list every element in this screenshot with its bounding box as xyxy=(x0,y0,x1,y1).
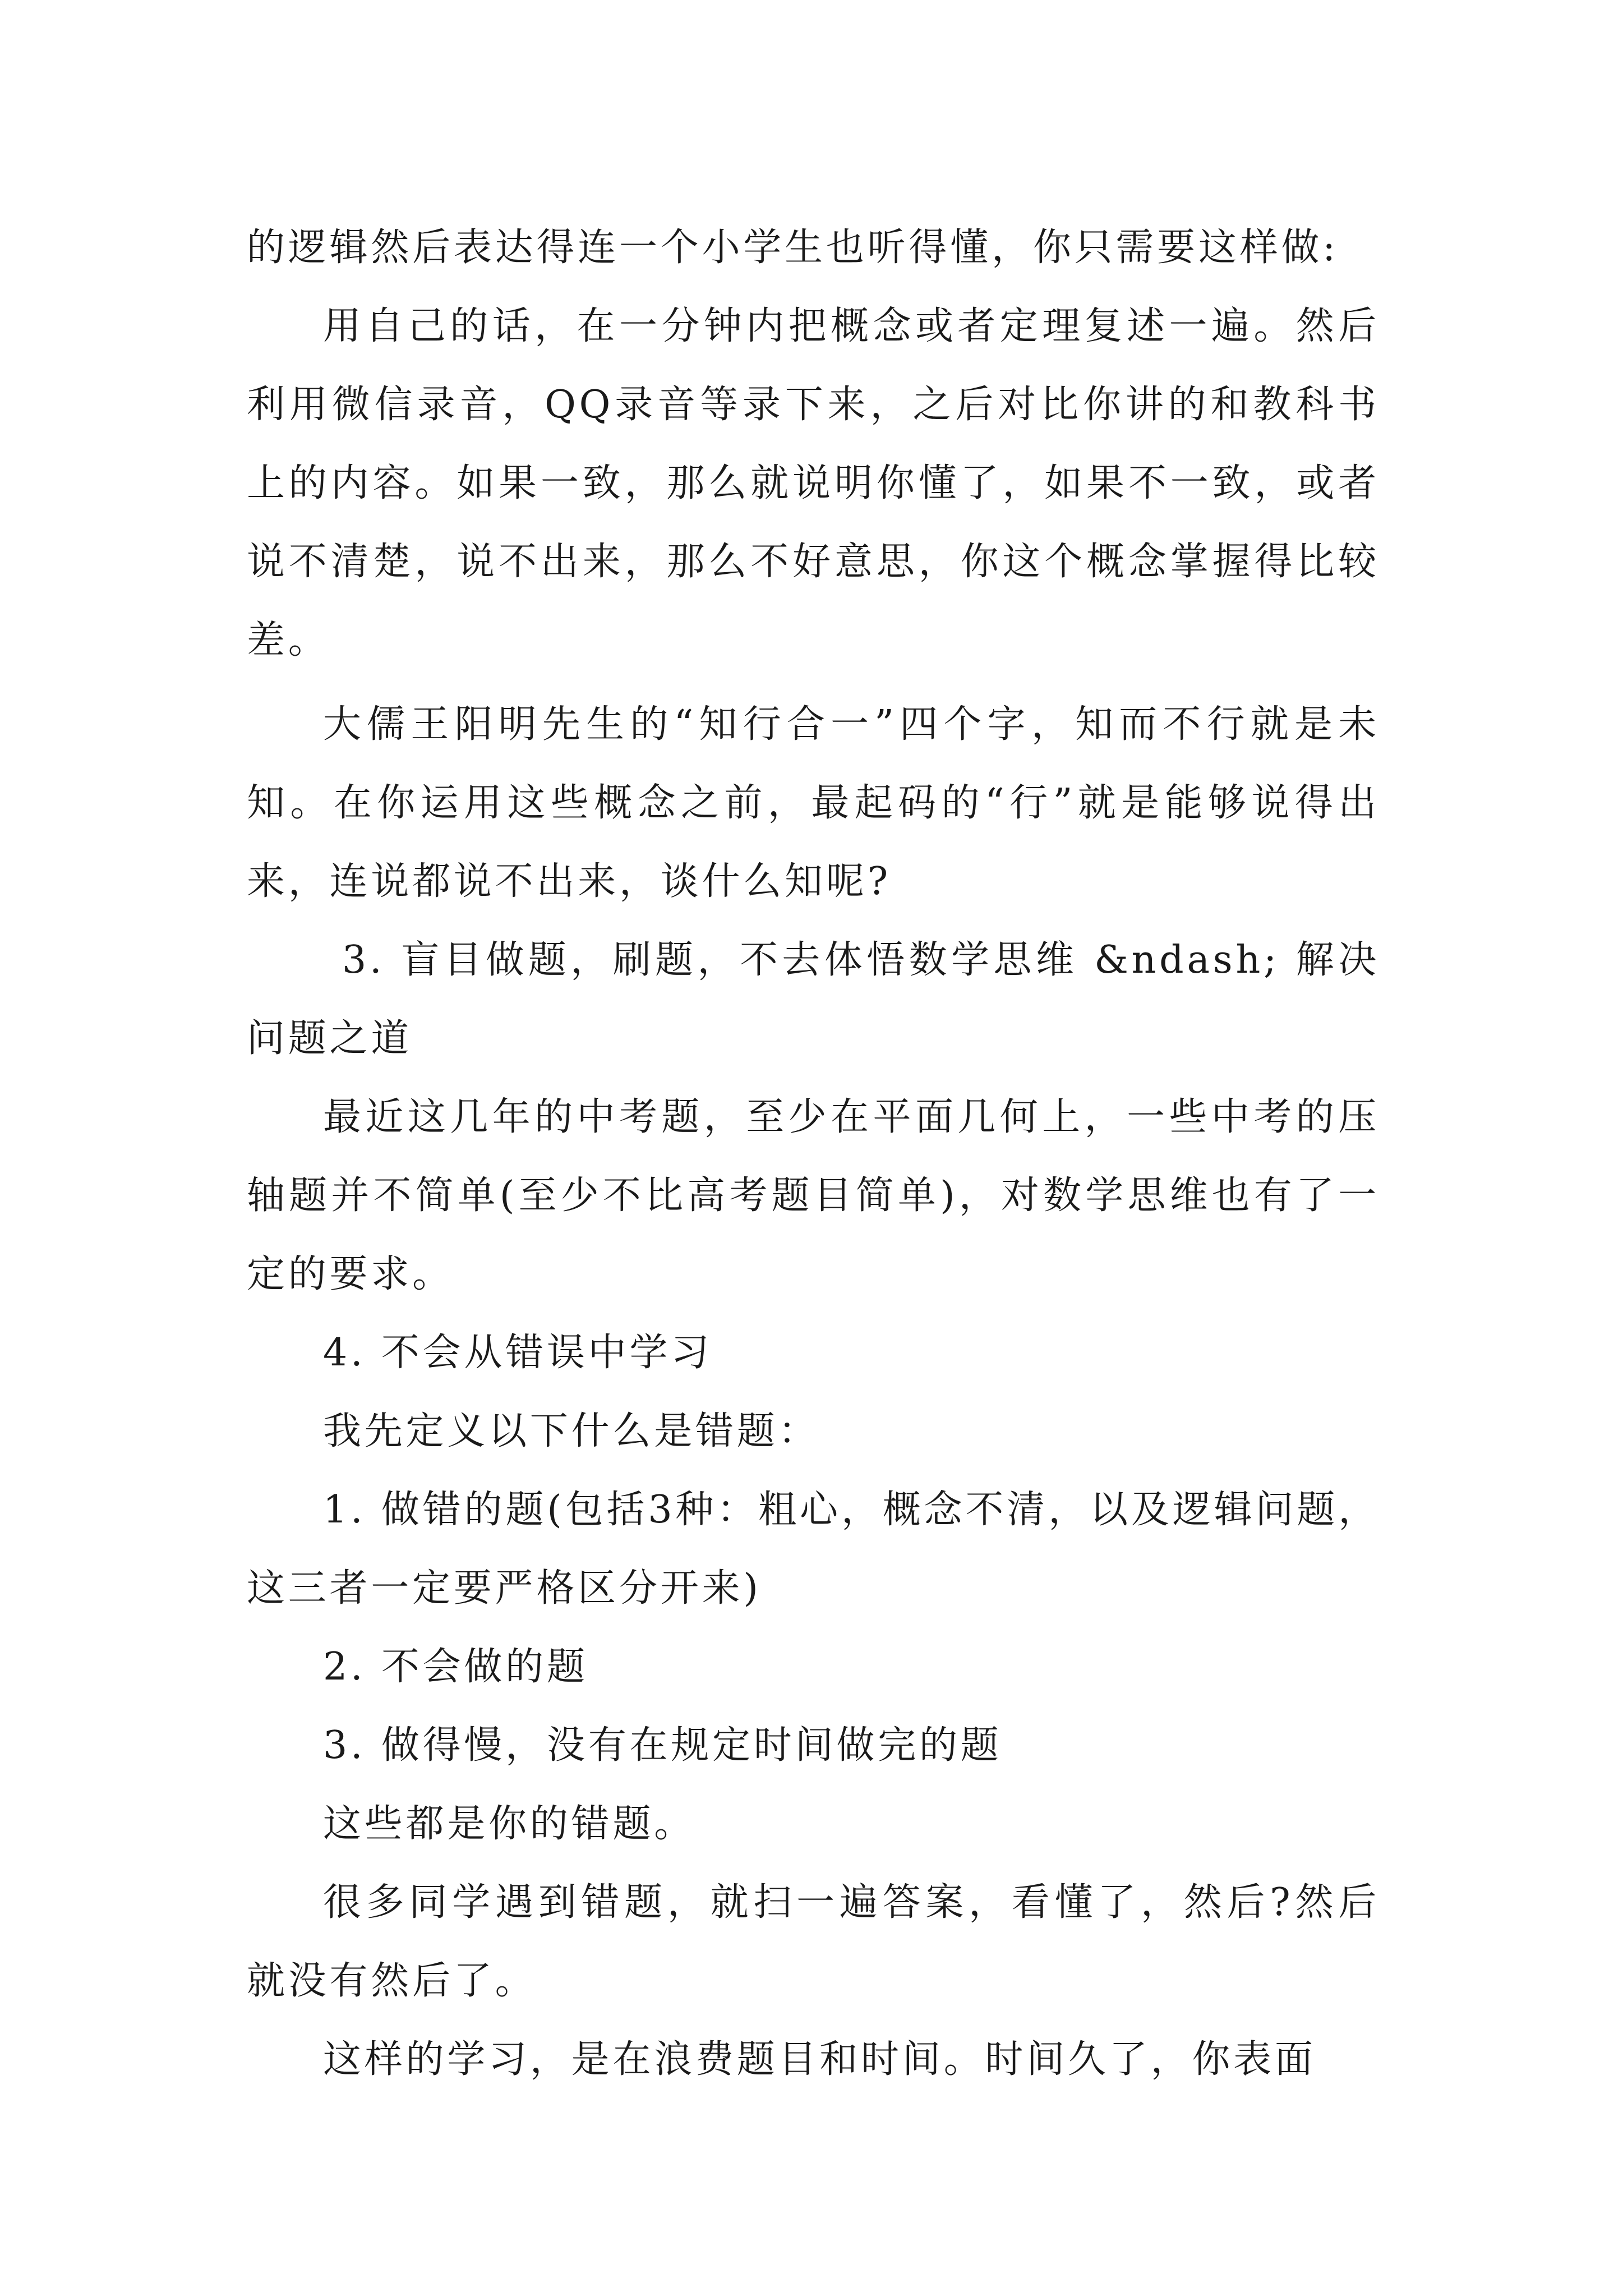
list-heading: 4. 不会从错误中学习 xyxy=(323,1331,713,1375)
list-item: 3. 做得慢，没有在规定时间做完的题 xyxy=(323,1723,1002,1768)
list-item: 1. 做错的题(包括3种：粗心，概念不清，以及逻辑问题，这三者一定要严格区分开来) xyxy=(247,1488,1380,1611)
list-item: 2. 不会做的题 xyxy=(323,1645,588,1689)
paragraph: 很多同学遇到错题，就扫一遍答案，看懂了，然后?然后就没有然后了。 xyxy=(247,1880,1380,2003)
list-heading: 3. 盲目做题，刷题，不去体悟数学思维 &ndash; 解决问题之道 xyxy=(247,938,1380,1061)
paragraph: 最近这几年的中考题，至少在平面几何上，一些中考的压轴题并不简单(至少不比高考题目简单)，对数学思维也有了一定的要求。 xyxy=(247,1095,1380,1296)
paragraph: 用自己的话，在一分钟内把概念或者定理复述一遍。然后利用微信录音，QQ录音等录下来，之后对比你讲的和教科书上的内容。如果一致，那么就说明你懂了，如果不一致，或者说不清楚，说不出来，那么不好意思，你这个概念掌握得比较差。 xyxy=(247,304,1380,662)
paragraph: 我先定义以下什么是错题： xyxy=(323,1409,820,1453)
paragraph: 这些都是你的错题。 xyxy=(323,1802,696,1846)
paragraph: 的逻辑然后表达得连一个小学生也听得懂，你只需要这样做: xyxy=(247,226,1339,270)
paragraph: 这样的学习，是在浪费题目和时间。时间久了，你表面 xyxy=(323,2037,1316,2082)
paragraph: 大儒王阳明先生的“知行合一”四个字，知而不行就是未知。在你运用这些概念之前，最起码的“行”就是能够说得出来，连说都说不出来，谈什么知呢? xyxy=(247,702,1380,904)
